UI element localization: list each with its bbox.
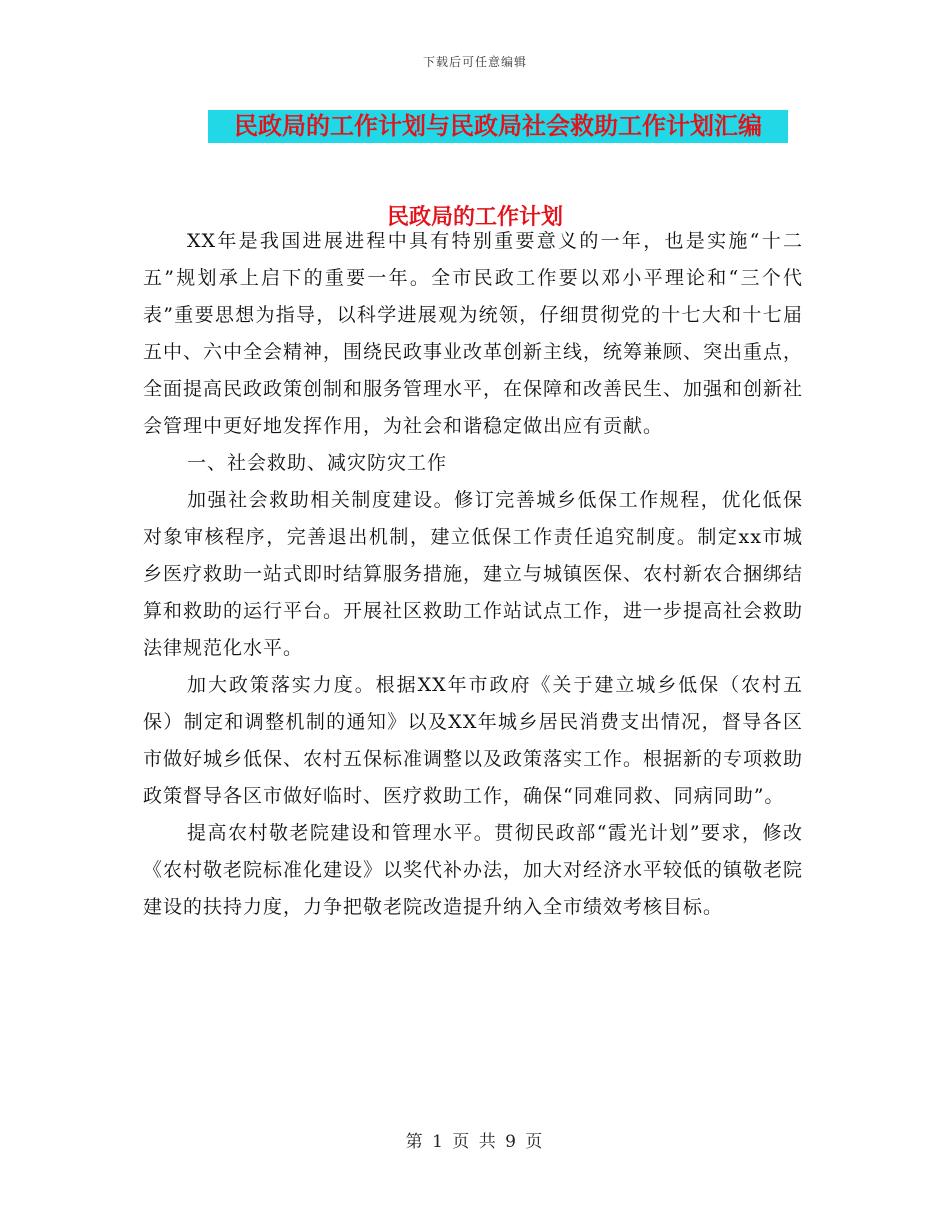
body-paragraph: XX年是我国进展进程中具有特别重要意义的一年，也是实施“十二五”规划承上启下的重要一年。全市民政工作要以邓小平理论和“三个代表”重要思想为指导，以科学进展观为统领，仔细贯彻党的十七大和十七届五中、六中全会精神，围绕民政事业改革创新主线，统筹兼顾、突出重点，全面提高民政政策创制和服务管理水平，在保障和改善民生、加强和创新社会管理中更好地发挥作用，为社会和谐稳定做出应有贡献。	[143, 230, 804, 437]
body-paragraph: 提高农村敬老院建设和管理水平。贯彻民政部“霞光计划”要求，修改《农村敬老院标准化建设》以奖代补办法，加大对经济水平较低的镇敬老院建设的扶持力度，力争把敬老院改造提升纳入全市绩效考核目标。	[143, 822, 804, 918]
section-title: 民政局的工作计划	[386, 205, 563, 230]
body-paragraph: 加强社会救助相关制度建设。修订完善城乡低保工作规程，优化低保对象审核程序，完善退出机制，建立低保工作责任追究制度。制定xx市城乡医疗救助一站式即时结算服务措施，建立与城镇医保、农村新农合捆绑结算和救助的运行平台。开展社区救助工作站试点工作，进一步提高社会救助法律规范化水平。	[143, 489, 804, 659]
header-note: 下载后可任意编辑	[422, 55, 527, 69]
section-heading: 一、社会救助、减灾防灾工作	[187, 452, 448, 474]
page-number-footer: 第 1 页 共 9 页	[405, 1132, 545, 1152]
document-title: 民政局的工作计划与民政局社会救助工作计划汇编	[208, 110, 788, 143]
body-paragraph: 加大政策落实力度。根据XX年市政府《关于建立城乡低保（农村五保）制定和调整机制的通知》以及XX年城乡居民消费支出情况，督导各区市做好城乡低保、农村五保标准调整以及政策落实工作。根据新的专项救助政策督导各区市做好临时、医疗救助工作，确保“同难同救、同病同助”。	[143, 674, 804, 807]
document-body	[143, 223, 803, 926]
